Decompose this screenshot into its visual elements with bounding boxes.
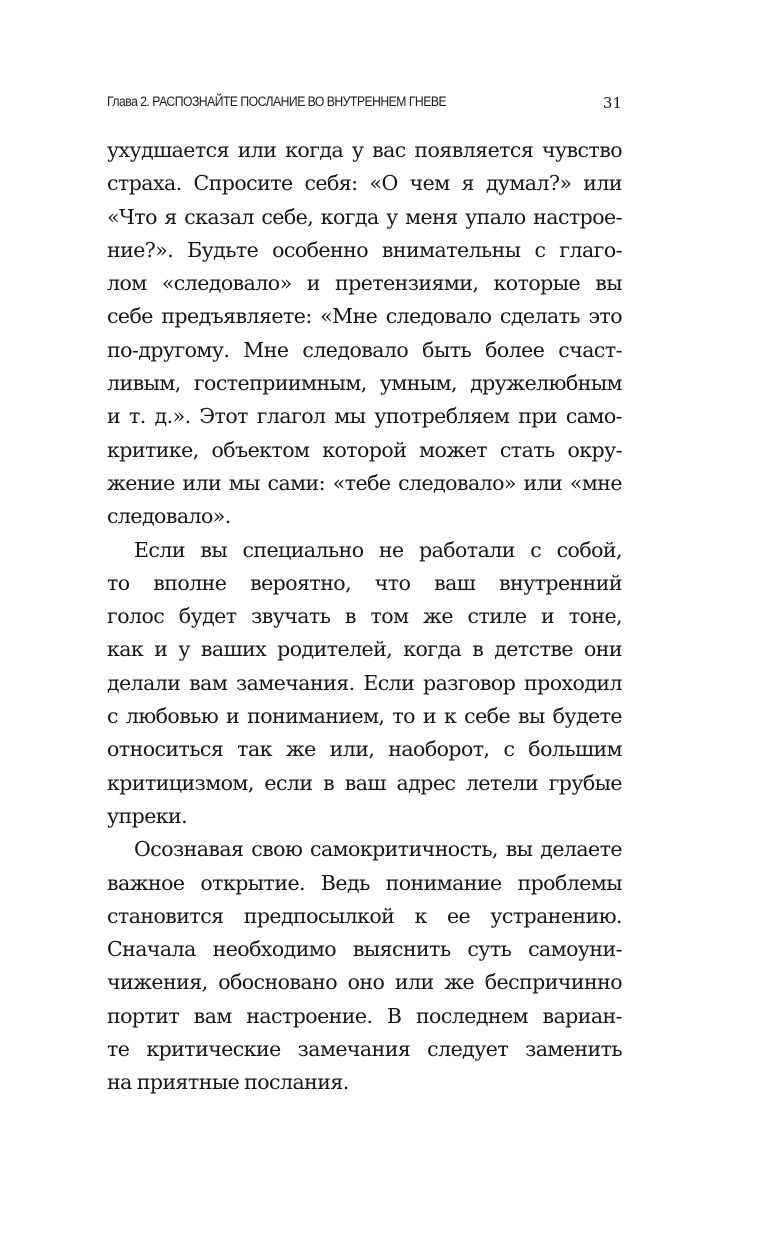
text-line: Осознавая свою самокритичность, вы делаете <box>134 837 622 862</box>
paragraph-1 <box>107 134 622 534</box>
text-line: ние?». Будьте особенно внимательны с глаго- <box>107 237 622 262</box>
text-line: с любовью и пониманием, то и к себе вы будете <box>107 704 622 729</box>
text-line: Сначала необходимо выяснить суть самоуни- <box>107 937 622 962</box>
text-line: по-другому. Мне следовало быть более счаст- <box>107 337 622 362</box>
text-line: ухудшается или когда у вас появляется чувство <box>107 138 622 162</box>
body-text <box>107 134 622 1100</box>
text-line: те критические замечания следует заменить <box>107 1037 622 1062</box>
text-line: Если вы специально не работали с собой, <box>134 537 622 562</box>
text-line: на приятные послания. <box>107 1070 349 1095</box>
text-line: чижения, обосновано оно или же беспричинно <box>107 970 622 995</box>
text-line: голос будет звучать в том же стиле и тоне, <box>107 604 622 629</box>
text-line: критике, объектом которой может стать окру- <box>107 437 622 462</box>
text-line: относиться так же или, наоборот, с большим <box>107 737 622 762</box>
text-line: страха. Спросите себя: «О чем я думал?» или <box>107 171 622 196</box>
text-line: как и у ваших родителей, когда в детстве они <box>107 637 622 662</box>
text-line: лом «следовало» и претензиями, которые вы <box>107 271 622 296</box>
text-line: себе предъявляете: «Мне следовало сделать это <box>107 304 622 329</box>
text-line: «Что я сказал себе, когда у меня упало настрое- <box>107 204 622 229</box>
text-line: важное открытие. Ведь понимание проблемы <box>107 870 622 895</box>
text-line: портит вам настроение. В последнем вариан- <box>107 1003 622 1028</box>
text-line: и т. д.». Этот глагол мы употребляем при само- <box>107 404 622 429</box>
page-number: 31 <box>602 94 622 112</box>
text-line: следовало». <box>107 504 231 529</box>
running-head <box>107 94 622 114</box>
text-line: жение или мы сами: «тебе следовало» или «мне <box>107 470 622 495</box>
chapter-title: Глава 2. РАСПОЗНАЙТЕ ПОСЛАНИЕ ВО ВНУТРЕННЕМ ГНЕВЕ <box>107 94 447 110</box>
paragraph-3 <box>107 833 622 1099</box>
paragraph-2 <box>107 534 622 834</box>
text-line: делали вам замечания. Если разговор проходил <box>107 670 622 695</box>
text-line: ливым, гостеприимным, умным, дружелюбным <box>107 371 622 396</box>
text-line: то вполне вероятно, что ваш внутренний <box>107 570 622 595</box>
text-line: становится предпосылкой к ее устранению. <box>107 903 622 928</box>
text-line: упреки. <box>107 803 188 828</box>
text-line: критицизмом, если в ваш адрес летели грубые <box>107 770 622 795</box>
